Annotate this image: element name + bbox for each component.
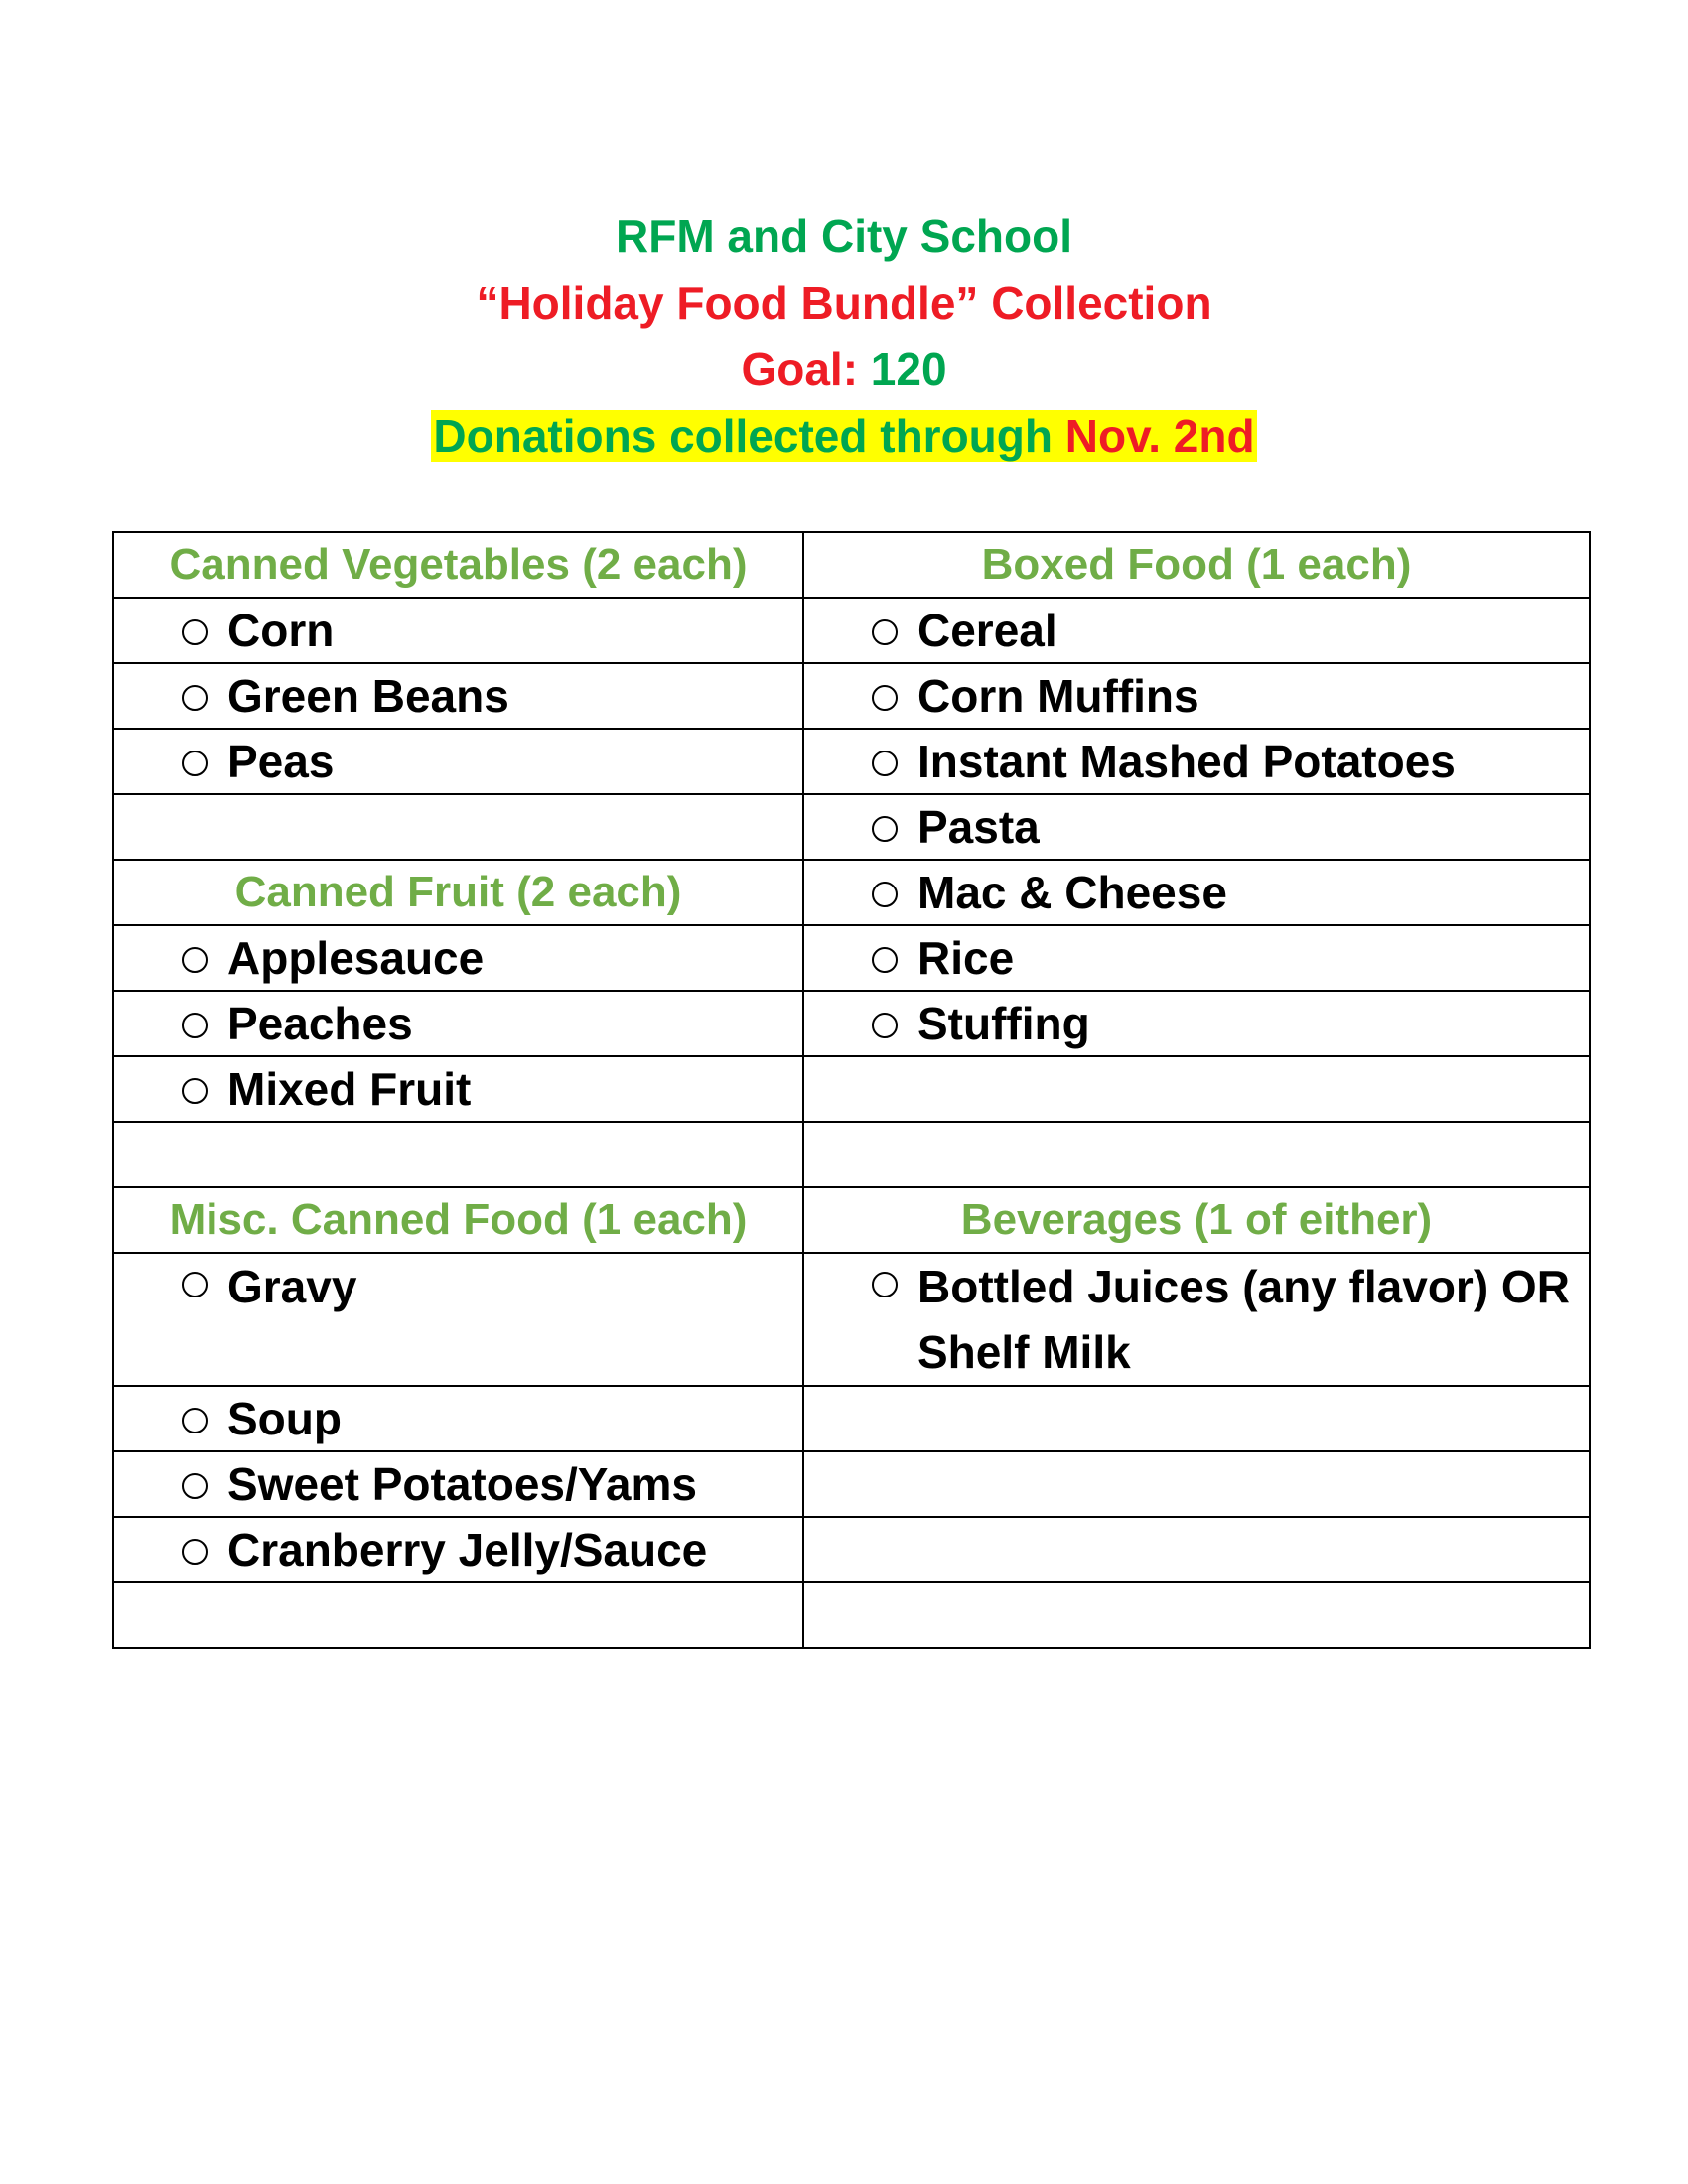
list-item bbox=[113, 1386, 803, 1451]
circle-bullet-icon bbox=[872, 685, 898, 711]
table-row bbox=[113, 925, 1590, 991]
list-item bbox=[113, 729, 803, 794]
circle-bullet-icon bbox=[182, 619, 208, 645]
item-label: Gravy bbox=[227, 1261, 357, 1312]
table-row bbox=[113, 1056, 1590, 1122]
organizer-line: RFM and City School bbox=[616, 210, 1072, 262]
item-label: Soup bbox=[227, 1393, 342, 1444]
item-label: Bottled Juices (any flavor) OR Shelf Milk bbox=[917, 1261, 1570, 1378]
table-row bbox=[113, 794, 1590, 860]
empty-cell bbox=[803, 1056, 1590, 1122]
table-row bbox=[113, 1253, 1590, 1386]
goal-value: 120 bbox=[870, 343, 947, 395]
empty-cell bbox=[803, 1517, 1590, 1582]
table-row bbox=[113, 729, 1590, 794]
table-row bbox=[113, 663, 1590, 729]
table-row bbox=[113, 1187, 1590, 1253]
item-label: Rice bbox=[917, 932, 1015, 984]
circle-bullet-icon bbox=[182, 1473, 208, 1499]
item-label: Applesauce bbox=[227, 932, 485, 984]
item-label: Instant Mashed Potatoes bbox=[917, 736, 1456, 787]
circle-bullet-icon bbox=[872, 1013, 898, 1038]
list-item bbox=[113, 663, 803, 729]
item-label: Cereal bbox=[917, 605, 1057, 656]
empty-cell bbox=[803, 1122, 1590, 1187]
donation-list-table bbox=[112, 531, 1591, 1649]
empty-cell bbox=[803, 1582, 1590, 1648]
section-title-boxed-food: Boxed Food (1 each) bbox=[803, 532, 1590, 598]
table-row bbox=[113, 598, 1590, 663]
circle-bullet-icon bbox=[872, 947, 898, 973]
item-label: Peaches bbox=[227, 998, 413, 1049]
item-label: Pasta bbox=[917, 801, 1040, 853]
circle-bullet-icon bbox=[182, 1078, 208, 1104]
circle-bullet-icon bbox=[182, 1013, 208, 1038]
list-item bbox=[803, 1253, 1590, 1386]
item-label: Peas bbox=[227, 736, 335, 787]
item-label: Mixed Fruit bbox=[227, 1063, 472, 1115]
circle-bullet-icon bbox=[182, 685, 208, 711]
empty-cell bbox=[113, 1582, 803, 1648]
section-title-misc-canned-food: Misc. Canned Food (1 each) bbox=[113, 1187, 803, 1253]
list-item bbox=[803, 663, 1590, 729]
table-row bbox=[113, 1451, 1590, 1517]
list-item bbox=[803, 598, 1590, 663]
circle-bullet-icon bbox=[872, 816, 898, 842]
table-row bbox=[113, 1386, 1590, 1451]
circle-bullet-icon bbox=[182, 947, 208, 973]
table-row bbox=[113, 1517, 1590, 1582]
item-label: Cranberry Jelly/Sauce bbox=[227, 1524, 708, 1575]
table-row bbox=[113, 991, 1590, 1056]
circle-bullet-icon bbox=[872, 751, 898, 776]
circle-bullet-icon bbox=[872, 1272, 898, 1297]
item-label: Mac & Cheese bbox=[917, 867, 1227, 918]
circle-bullet-icon bbox=[872, 882, 898, 907]
table-row bbox=[113, 1122, 1590, 1187]
circle-bullet-icon bbox=[182, 1272, 208, 1297]
circle-bullet-icon bbox=[872, 619, 898, 645]
item-label: Corn bbox=[227, 605, 335, 656]
list-item bbox=[113, 1451, 803, 1517]
circle-bullet-icon bbox=[182, 751, 208, 776]
empty-cell bbox=[803, 1386, 1590, 1451]
list-item bbox=[113, 1517, 803, 1582]
table-row bbox=[113, 532, 1590, 598]
item-label: Stuffing bbox=[917, 998, 1090, 1049]
list-item bbox=[113, 598, 803, 663]
deadline-text: Donations collected through bbox=[433, 410, 1053, 462]
item-label: Sweet Potatoes/Yams bbox=[227, 1458, 697, 1510]
item-label: Corn Muffins bbox=[917, 670, 1199, 722]
deadline-date: Nov. 2nd bbox=[1064, 410, 1255, 462]
section-title-canned-fruit: Canned Fruit (2 each) bbox=[113, 860, 803, 925]
table-row bbox=[113, 1582, 1590, 1648]
table-row bbox=[113, 860, 1590, 925]
list-item bbox=[113, 1253, 803, 1386]
empty-cell bbox=[113, 794, 803, 860]
goal-label: Goal: bbox=[741, 343, 859, 395]
goal-line bbox=[0, 337, 1688, 403]
list-item bbox=[803, 794, 1590, 860]
deadline-line bbox=[0, 403, 1688, 470]
empty-cell bbox=[803, 1451, 1590, 1517]
section-title-canned-vegetables: Canned Vegetables (2 each) bbox=[113, 532, 803, 598]
item-label: Green Beans bbox=[227, 670, 509, 722]
page-header bbox=[0, 204, 1688, 470]
list-item bbox=[803, 860, 1590, 925]
collection-title: “Holiday Food Bundle” Collection bbox=[476, 277, 1212, 329]
list-item bbox=[113, 991, 803, 1056]
list-item bbox=[113, 1056, 803, 1122]
list-item bbox=[803, 729, 1590, 794]
list-item bbox=[113, 925, 803, 991]
empty-cell bbox=[113, 1122, 803, 1187]
list-item bbox=[803, 991, 1590, 1056]
list-item bbox=[803, 925, 1590, 991]
circle-bullet-icon bbox=[182, 1539, 208, 1565]
circle-bullet-icon bbox=[182, 1408, 208, 1433]
deadline-highlight bbox=[431, 410, 1256, 462]
section-title-beverages: Beverages (1 of either) bbox=[803, 1187, 1590, 1253]
